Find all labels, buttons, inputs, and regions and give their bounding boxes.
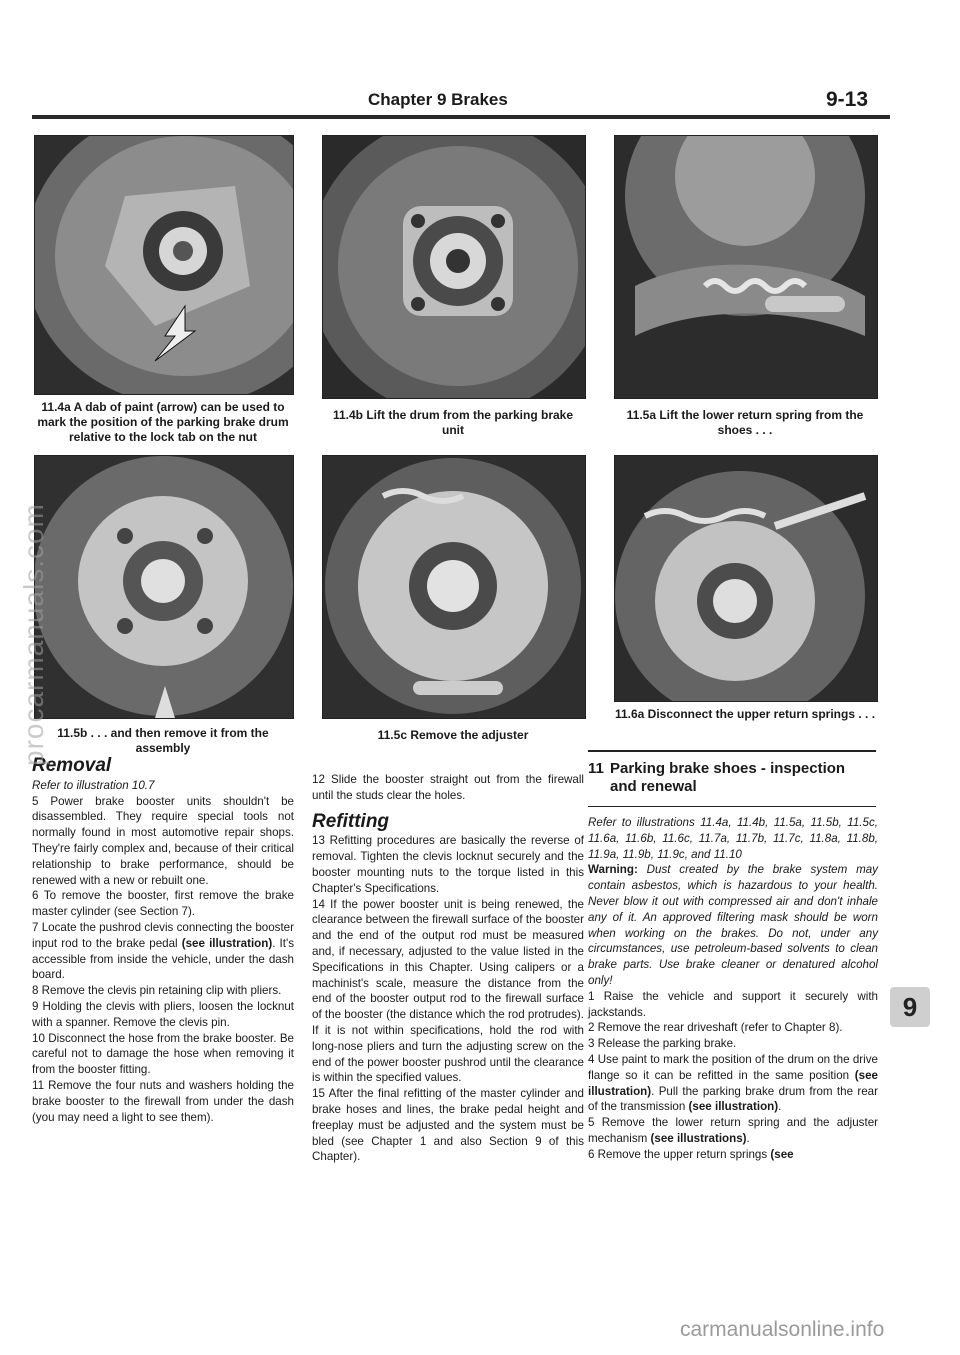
step-11: 11 Remove the four nuts and washers holding the brake booster to the firewall from under the dash (you may need a light to see them). <box>32 1078 294 1124</box>
heading-refitting: Refitting <box>312 810 390 832</box>
step-7-text-end: . It's accessible from inside the vehicle, under the dash board. <box>32 936 294 982</box>
p3-step-4 <box>588 1052 878 1115</box>
step-7-ref: (see illustration) <box>181 936 273 950</box>
photo-11-4a <box>34 135 294 395</box>
p3-step-4-ref2: (see illustration) <box>688 1100 779 1114</box>
page-number: 9-13 <box>826 88 869 111</box>
p3-step-4-mid: . Pull the parking brake drum from the rear of the transmission <box>588 1084 878 1114</box>
column-3 <box>588 815 878 1163</box>
warning <box>588 862 878 988</box>
p3-step-4-ref1: (see illustration) <box>588 1068 878 1098</box>
p3-step-6 <box>588 1147 878 1163</box>
caption-11-5a: 11.5a Lift the lower return spring from the shoes . . . <box>626 408 864 437</box>
section-title: Parking brake shoes - inspection and renewal <box>610 760 846 795</box>
step-9: 9 Holding the clevis with pliers, loosen the locknut with a spanner. Remove the clevis pin. <box>32 999 294 1029</box>
caption-11-6a: 11.6a Disconnect the upper return springs . . . <box>614 707 876 721</box>
caption-11-4b: 11.4b Lift the drum from the parking brake unit <box>332 408 574 437</box>
side-watermark: procarmanuals.com <box>18 503 49 766</box>
step-15: 15 After the final refitting of the master cylinder and brake hoses and lines, the brake pedal height and freeplay must be adjusted and the system must be bled (see Chapter 1 and also Section 9 of this Chapter). <box>312 1087 584 1164</box>
step-6: 6 To remove the booster, first remove the brake master cylinder (see Section 7). <box>32 889 294 919</box>
refer-illustrations: Refer to illustrations 11.4a, 11.4b, 11.5a, 11.5b, 11.5c, 11.6a, 11.6b, 11.6c, 11.7a, 11.7b, 11.7c, 11.8a, 11.8b, 11.9a, 11.9b, 11.9c, and 11.10 <box>588 816 878 861</box>
photo-11-5b <box>34 455 294 719</box>
step-12: 12 Slide the booster straight out from the firewall until the studs clear the holes. <box>312 773 584 802</box>
photo-11-4b-image <box>323 136 585 398</box>
column-1 <box>32 755 294 1125</box>
p3-step-5-text: 5 Remove the lower return spring and the adjuster mechanism <box>588 1116 878 1145</box>
p3-step-4-end: . <box>778 1100 782 1114</box>
p3-step-4-text: 4 Use paint to mark the position of the drum on the drive flange so it can be refitted in the same position <box>588 1052 878 1082</box>
chapter-tab: 9 <box>890 987 930 1027</box>
photo-11-5b-image <box>35 456 293 718</box>
step-7-text: 7 Locate the pushrod clevis connecting the booster input rod to the brake pedal <box>32 920 294 950</box>
p3-step-5 <box>588 1115 878 1147</box>
photo-11-5a <box>614 135 878 399</box>
step-14: 14 If the power booster unit is being renewed, the clearance between the firewall surface of the booster and the end of the output rod must be measured and, if necessary, adjusted to the value listed in the Specifications in this Chapter. Using calipers or a machinist's scale, measure the distance from the end of the booster output rod to the firewall surface of the booster (the distance which the rod protrudes). If it is not within specifications, hold the rod with long-nose pliers and turn the adjusting screw on the end of the power booster pushrod until the clearance is within the specified values. <box>312 897 584 1085</box>
p3-step-6-ref: (see <box>770 1147 794 1161</box>
caption-11-5b: 11.5b . . . and then remove it from the assembly <box>57 726 269 755</box>
header-rule <box>32 115 890 119</box>
p3-step-6-text: 6 Remove the upper return springs <box>588 1147 768 1161</box>
photo-11-5c-image <box>323 456 585 718</box>
chapter-title: Chapter 9 Brakes <box>368 90 508 109</box>
heading-removal: Removal <box>32 755 112 776</box>
caption-11-5c: 11.5c Remove the adjuster <box>377 728 529 742</box>
step-10: 10 Disconnect the hose from the brake booster. Be careful not to damage the hose when removing it from the booster fitting. <box>32 1031 294 1077</box>
caption-11-4a: 11.4a A dab of paint (arrow) can be used to mark the position of the parking brake drum relative to the lock tab on the nut <box>37 400 289 444</box>
warning-text: Dust created by the brake system may contain asbestos, which is hazardous to your health. Never blow it out with compressed air and don't inhale any of it. An approved filtering mask should be worn when working on the brakes. Do not, under any circumstances, use petroleum-based solvents to clean brake parts. Use brake cleaner or denatured alcohol only! <box>588 863 878 987</box>
warning-label: Warning: <box>588 863 638 877</box>
photo-11-5c <box>322 455 586 719</box>
photo-11-6a-image <box>615 456 877 701</box>
photo-11-5a-image <box>615 136 877 398</box>
p3-step-5-ref: (see illustrations) <box>650 1131 747 1145</box>
step-13: 13 Refitting procedures are basically the reverse of removal. Tighten the clevis locknut securely and the booster mounting nuts to the torque listed in this Chapter's Specifications. <box>312 834 584 895</box>
photo-11-6a <box>614 455 878 702</box>
photo-11-4a-image <box>35 136 293 394</box>
refer-illustration: Refer to illustration 10.7 <box>32 778 155 792</box>
step-7 <box>32 920 294 983</box>
photo-11-4b <box>322 135 586 399</box>
section-number: 11 <box>588 760 604 777</box>
section-heading-11 <box>588 750 876 807</box>
p3-step-2: 2 Remove the rear driveshaft (refer to Chapter 8). <box>588 1021 843 1035</box>
p3-step-5-end: . <box>746 1131 750 1145</box>
step-5: 5 Power brake booster units shouldn't be disassembled. They require special tools not normally found in most automotive repair shops. They're fairly complex and, because of their critical relationship to brake performance, should be renewed with a new or rebuilt one. <box>32 794 294 887</box>
step-8: 8 Remove the clevis pin retaining clip with pliers. <box>32 984 282 998</box>
p3-step-3: 3 Release the parking brake. <box>588 1037 737 1051</box>
p3-step-1: 1 Raise the vehicle and support it securely with jackstands. <box>588 989 878 1019</box>
column-2 <box>312 772 584 1165</box>
bottom-watermark: carmanualsonline.info <box>680 1318 885 1341</box>
